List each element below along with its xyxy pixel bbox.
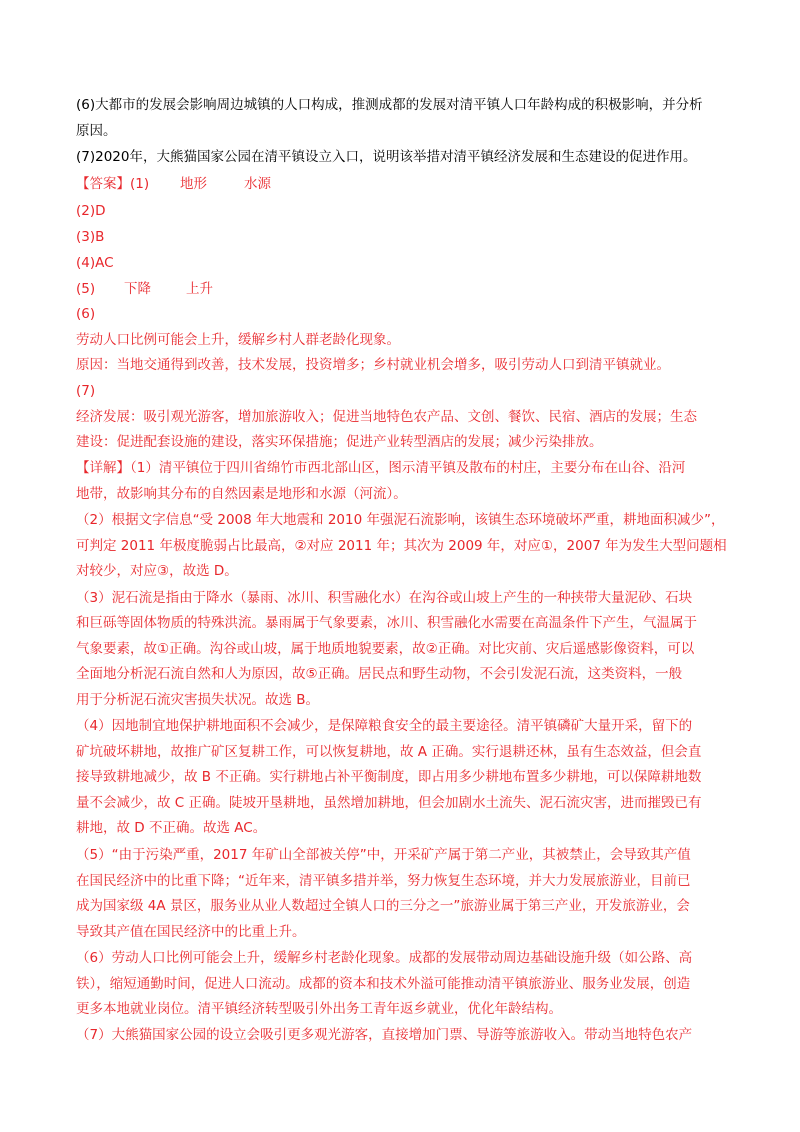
answer-1-item-1: 地形 (180, 176, 207, 192)
detail-4-line-5: 耕地，故 D 不正确。故选 AC。 (76, 820, 267, 836)
answer-6-line-2: 原因：当地交通得到改善，技术发展，投资增多；乡村就业机会增多，吸引劳动人口到清平镇就业。 (76, 357, 670, 373)
answer-3: (3)B (76, 229, 105, 245)
detail-1-line-2: 地带，故影响其分布的自然因素是地形和水源（河流）。 (76, 486, 407, 502)
detail-5-line-3: 成为国家级 4A 景区，服务业从业人数超过全镇人口的三分之一”旅游业属于第三产业，开发旅游业，会 (76, 898, 690, 914)
detail-6-line-3: 更多本地就业岗位。清平镇经济转型吸引外出务工青年返乡就业，优化年龄结构。 (76, 1001, 562, 1017)
detail-6-line-1: （6）劳动人口比例可能会上升，缓解乡村老龄化现象。成都的发展带动周边基础设施升级（如公路、高 (76, 950, 693, 966)
detail-3-line-5: 用于分析泥石流灾害损失状况。故选 B。 (76, 692, 320, 708)
detail-4-line-2: 矿坑破坏耕地，故推广矿区复耕工作，可以恢复耕地，故 A 正确。实行退耕还林，虽有生态效益，但会直 (76, 744, 702, 760)
detail-3-line-2: 和巨砾等固体物质的特殊洪流。暴雨属于气象要素，冰川、积雪融化水需要在高温条件下产生，气温属于 (76, 615, 697, 631)
answer-2: (2)D (76, 203, 106, 219)
question-6-line-2: 原因。 (76, 123, 117, 139)
detail-3-line-3: 气象要素，故①正确。沟谷或山坡，属于地质地貌要素，故②正确。对比灾前、灾后遥感影像资料，可以 (76, 641, 695, 657)
answer-5-label: (5) (76, 281, 96, 297)
detail-4-line-3: 接导致耕地减少，故 B 不正确。实行耕地占补平衡制度，即占用多少耕地布置多少耕地，可以保障耕地数 (76, 769, 702, 785)
answer-7-line-1: 经济发展：吸引观光游客，增加旅游收入；促进当地特色农产品、文创、餐饮、民宿、酒店的发展；生态 (76, 409, 697, 425)
detail-4-line-1: （4）因地制宜地保护耕地面积不会减少，是保障粮食安全的最主要途径。清平镇磷矿大量开采，留下的 (76, 718, 693, 734)
detail-7-line-1: （7）大熊猫国家公园的设立会吸引更多观光游客，直接增加门票、导游等旅游收入。带动当地特色农产 (76, 1027, 693, 1043)
detail-5-line-1: （5）“由于污染严重，2017 年矿山全部被关停”中，开采矿产属于第二产业，其被禁止，会导致其产值 (76, 847, 691, 863)
detail-5-line-2: 在国民经济中的比重下降；“近年来，清平镇多措并举，努力恢复生态环境，并大力发展旅游业，目前已 (76, 873, 691, 889)
answer-7-label: (7) (76, 383, 96, 399)
question-7-line-1: (7)2020年，大熊猫国家公园在清平镇设立入口，说明该举措对清平镇经济发展和生态建设的促进作用。 (76, 149, 697, 165)
question-6-line-1: (6)大都市的发展会影响周边城镇的人口构成，推测成都的发展对清平镇人口年龄构成的积极影响，并分析 (76, 97, 703, 113)
answer-5-item-2: 上升 (186, 281, 213, 297)
answer-5-item-1: 下降 (124, 281, 151, 297)
detail-2-line-1: （2）根据文字信息“受 2008 年大地震和 2010 年强泥石流影响，该镇生态环境破坏严重，耕地面积减少”， (76, 512, 725, 528)
answer-6-label: (6) (76, 306, 96, 322)
detail-2-line-3: 对较少，对应③，故选 D。 (76, 563, 238, 579)
detail-3-line-1: （3）泥石流是指由于降水（暴雨、冰川、积雪融化水）在沟谷或山坡上产生的一种挟带大量泥砂、石块 (76, 590, 693, 606)
detail-5-line-4: 导致其产值在国民经济中的比重上升。 (76, 924, 306, 940)
detail-6-line-2: 铁），缩短通勤时间，促进人口流动。成都的资本和技术外溢可能推动清平镇旅游业、服务业发展，创造 (76, 976, 691, 992)
detail-2-line-2: 可判定 2011 年极度脆弱占比最高，②对应 2011 年；其次为 2009 年，对应①，2007 年为发生大型问题相 (76, 538, 727, 554)
answer-4: (4)AC (76, 255, 114, 271)
answer-label: 【答案】(1) (76, 176, 150, 192)
answer-1-item-2: 水源 (244, 176, 271, 192)
detail-1-line-1: 【详解】（1）清平镇位于四川省绵竹市西北部山区，图示清平镇及散布的村庄，主要分布在山谷、沿河 (76, 460, 686, 476)
answer-7-line-2: 建设：促进配套设施的建设，落实环保措施；促进产业转型酒店的发展；减少污染排放。 (76, 434, 603, 450)
detail-3-line-4: 全面地分析泥石流自然和人为原因，故⑤正确。居民点和野生动物，不会引发泥石流，这类资料，一般 (76, 666, 683, 682)
detail-4-line-4: 量不会减少，故 C 正确。陡坡开垦耕地，虽然增加耕地，但会加剧水土流失、泥石流灾害，进而摧毁已有 (76, 795, 702, 811)
answer-6-line-1: 劳动人口比例可能会上升，缓解乡村人群老龄化现象。 (76, 332, 400, 348)
